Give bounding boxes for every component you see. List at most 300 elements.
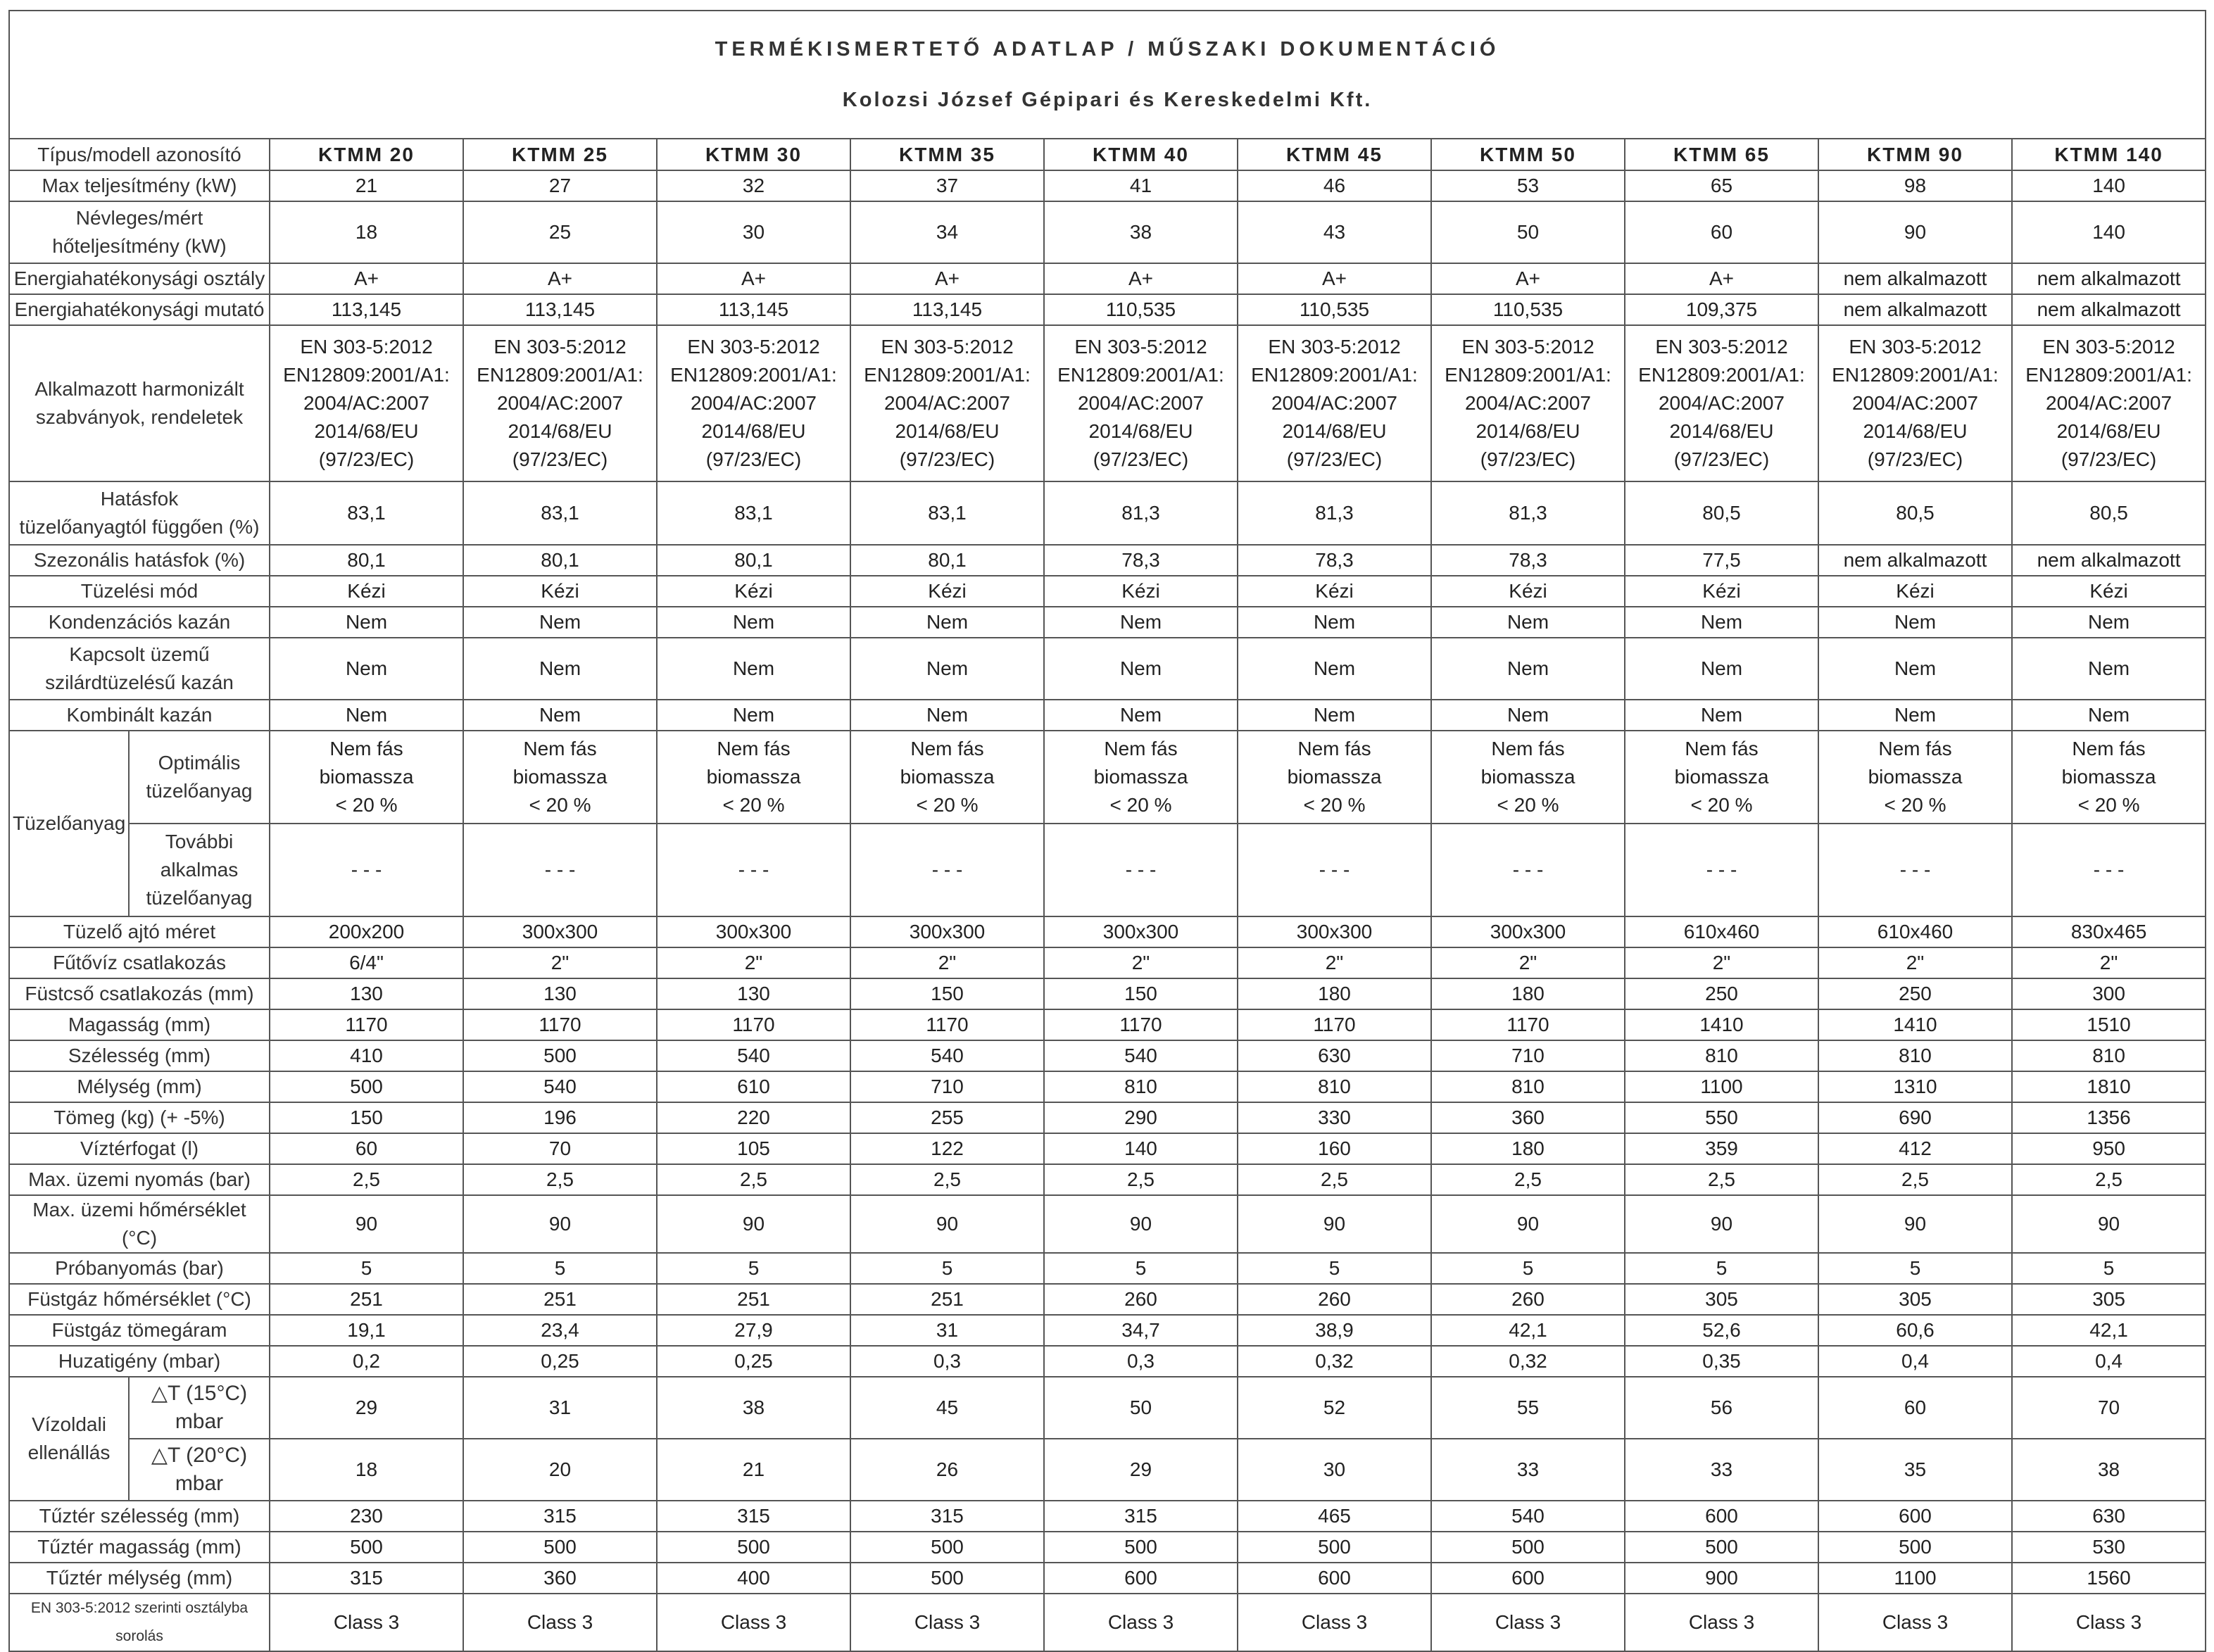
value-cell: 300x300: [463, 916, 657, 947]
value-cell: Class 3: [1625, 1594, 1818, 1651]
value-cell: 412: [1818, 1133, 2012, 1164]
value-cell: Kézi: [1044, 576, 1238, 607]
sub-label: További alkalmas tüzelőanyag: [129, 824, 270, 916]
value-cell: Nem: [1818, 700, 2012, 731]
row-label: Szezonális hatásfok (%): [9, 545, 270, 576]
spec-row: [9, 1071, 2206, 1102]
value-cell: EN 303-5:2012 EN12809:2001/A1: 2004/AC:2007 2014/68/EU (97/23/EC): [1818, 325, 2012, 481]
value-cell: EN 303-5:2012 EN12809:2001/A1: 2004/AC:2007 2014/68/EU (97/23/EC): [1431, 325, 1625, 481]
value-cell: 5: [1625, 1253, 1818, 1284]
value-cell: 52,6: [1625, 1315, 1818, 1346]
value-cell: 0,32: [1431, 1346, 1625, 1377]
value-cell: Nem fás biomassza < 20 %: [1044, 731, 1238, 824]
value-cell: 2,5: [1431, 1164, 1625, 1195]
row-label: Max teljesítmény (kW): [9, 170, 270, 201]
value-cell: Kézi: [270, 576, 463, 607]
value-cell: Nem: [1625, 700, 1818, 731]
value-cell: 0,25: [657, 1346, 850, 1377]
spec-row: [9, 263, 2206, 294]
value-cell: 56: [1625, 1377, 1818, 1439]
value-cell: 5: [270, 1253, 463, 1284]
value-cell: EN 303-5:2012 EN12809:2001/A1: 2004/AC:2007 2014/68/EU (97/23/EC): [1044, 325, 1238, 481]
value-cell: 27,9: [657, 1315, 850, 1346]
row-label: EN 303-5:2012 szerinti osztályba sorolás: [9, 1594, 270, 1651]
value-cell: 90: [2012, 1195, 2206, 1253]
value-cell: Nem: [463, 638, 657, 700]
value-cell: 33: [1625, 1439, 1818, 1501]
model-header: KTMM 35: [850, 139, 1044, 170]
value-cell: 830x465: [2012, 916, 2206, 947]
model-header: KTMM 20: [270, 139, 463, 170]
value-cell: Kézi: [1625, 576, 1818, 607]
title-line-2: Kolozsi József Gépipari és Kereskedelmi Kft.: [842, 89, 1373, 111]
value-cell: 630: [2012, 1501, 2206, 1532]
spec-row: [9, 545, 2206, 576]
value-cell: 60: [1625, 201, 1818, 263]
value-cell: 540: [1431, 1501, 1625, 1532]
value-cell: 305: [1818, 1284, 2012, 1315]
spec-row: [9, 1501, 2206, 1532]
value-cell: 113,145: [657, 294, 850, 325]
value-cell: 1560: [2012, 1563, 2206, 1594]
value-cell: 465: [1238, 1501, 1431, 1532]
spec-row: [9, 1040, 2206, 1071]
value-cell: Nem: [1431, 700, 1625, 731]
value-cell: 78,3: [1044, 545, 1238, 576]
value-cell: 540: [850, 1040, 1044, 1071]
value-cell: 315: [270, 1563, 463, 1594]
model-header: KTMM 140: [2012, 139, 2206, 170]
value-cell: 2": [657, 947, 850, 978]
value-cell: nem alkalmazott: [1818, 263, 2012, 294]
value-cell: A+: [1044, 263, 1238, 294]
value-cell: 0,3: [850, 1346, 1044, 1377]
value-cell: 1170: [270, 1009, 463, 1040]
value-cell: 37: [850, 170, 1044, 201]
spec-row: [9, 1195, 2206, 1253]
value-cell: 330: [1238, 1102, 1431, 1133]
value-cell: 315: [657, 1501, 850, 1532]
row-label: Fűtővíz csatlakozás: [9, 947, 270, 978]
value-cell: 34: [850, 201, 1044, 263]
value-cell: 196: [463, 1102, 657, 1133]
value-cell: 1170: [1238, 1009, 1431, 1040]
value-cell: 810: [1238, 1071, 1431, 1102]
value-cell: 360: [463, 1563, 657, 1594]
value-cell: 300x300: [850, 916, 1044, 947]
value-cell: Nem: [2012, 607, 2206, 638]
value-cell: 70: [2012, 1377, 2206, 1439]
value-cell: 290: [1044, 1102, 1238, 1133]
row-label: Füstcső csatlakozás (mm): [9, 978, 270, 1009]
value-cell: 80,5: [2012, 481, 2206, 545]
row-label: Max. üzemi nyomás (bar): [9, 1164, 270, 1195]
value-cell: 5: [657, 1253, 850, 1284]
row-label: Próbanyomás (bar): [9, 1253, 270, 1284]
spec-table: [8, 10, 2206, 1652]
value-cell: 500: [850, 1532, 1044, 1563]
value-cell: Class 3: [1431, 1594, 1625, 1651]
value-cell: 30: [657, 201, 850, 263]
value-cell: 359: [1625, 1133, 1818, 1164]
value-cell: - - -: [463, 824, 657, 916]
value-cell: EN 303-5:2012 EN12809:2001/A1: 2004/AC:2007 2014/68/EU (97/23/EC): [270, 325, 463, 481]
value-cell: 130: [657, 978, 850, 1009]
value-cell: 540: [463, 1071, 657, 1102]
value-cell: 140: [2012, 170, 2206, 201]
value-cell: 180: [1431, 978, 1625, 1009]
value-cell: Nem: [270, 607, 463, 638]
value-cell: Class 3: [463, 1594, 657, 1651]
row-label: Hatásfok tüzelőanyagtól függően (%): [9, 481, 270, 545]
value-cell: 2,5: [657, 1164, 850, 1195]
value-cell: 78,3: [1238, 545, 1431, 576]
value-cell: 80,5: [1818, 481, 2012, 545]
value-cell: Nem: [270, 638, 463, 700]
value-cell: 80,1: [850, 545, 1044, 576]
value-cell: 1810: [2012, 1071, 2206, 1102]
spec-row: [9, 576, 2206, 607]
row-label: Magasság (mm): [9, 1009, 270, 1040]
value-cell: 550: [1625, 1102, 1818, 1133]
value-cell: 810: [1044, 1071, 1238, 1102]
value-cell: 19,1: [270, 1315, 463, 1346]
value-cell: EN 303-5:2012 EN12809:2001/A1: 2004/AC:2007 2014/68/EU (97/23/EC): [657, 325, 850, 481]
value-cell: 2,5: [1818, 1164, 2012, 1195]
value-cell: 130: [270, 978, 463, 1009]
value-cell: EN 303-5:2012 EN12809:2001/A1: 2004/AC:2007 2014/68/EU (97/23/EC): [463, 325, 657, 481]
value-cell: 90: [1238, 1195, 1431, 1253]
value-cell: - - -: [270, 824, 463, 916]
value-cell: 300x300: [1431, 916, 1625, 947]
value-cell: 2": [1431, 947, 1625, 978]
value-cell: 5: [463, 1253, 657, 1284]
value-cell: A+: [1238, 263, 1431, 294]
value-cell: - - -: [1431, 824, 1625, 916]
value-cell: 55: [1431, 1377, 1625, 1439]
value-cell: 2": [1044, 947, 1238, 978]
value-cell: - - -: [1044, 824, 1238, 916]
value-cell: Nem: [1431, 638, 1625, 700]
value-cell: nem alkalmazott: [1818, 294, 2012, 325]
value-cell: 950: [2012, 1133, 2206, 1164]
spec-row: [9, 325, 2206, 481]
value-cell: 2,5: [1625, 1164, 1818, 1195]
value-cell: 150: [850, 978, 1044, 1009]
value-cell: 0,25: [463, 1346, 657, 1377]
value-cell: 5: [1238, 1253, 1431, 1284]
value-cell: Nem: [463, 607, 657, 638]
value-cell: 300: [2012, 978, 2206, 1009]
value-cell: 6/4": [270, 947, 463, 978]
value-cell: A+: [1625, 263, 1818, 294]
value-cell: 810: [1431, 1071, 1625, 1102]
value-cell: 122: [850, 1133, 1044, 1164]
row-label: Tüzelő ajtó méret: [9, 916, 270, 947]
value-cell: 50: [1431, 201, 1625, 263]
value-cell: 90: [850, 1195, 1044, 1253]
sub-label: △T (20°C) mbar: [129, 1439, 270, 1501]
value-cell: 110,535: [1238, 294, 1431, 325]
model-header: KTMM 30: [657, 139, 850, 170]
value-cell: 1170: [1431, 1009, 1625, 1040]
model-header: KTMM 90: [1818, 139, 2012, 170]
value-cell: 45: [850, 1377, 1044, 1439]
value-cell: 2,5: [270, 1164, 463, 1195]
spec-row: [9, 1315, 2206, 1346]
value-cell: 26: [850, 1439, 1044, 1501]
value-cell: 21: [270, 170, 463, 201]
value-cell: Nem: [1238, 607, 1431, 638]
value-cell: 2": [1818, 947, 2012, 978]
row-label: Tűztér mélység (mm): [9, 1563, 270, 1594]
value-cell: 90: [1625, 1195, 1818, 1253]
value-cell: 710: [1431, 1040, 1625, 1071]
value-cell: 2": [463, 947, 657, 978]
datasheet: [8, 10, 2205, 1652]
value-cell: 600: [1818, 1501, 2012, 1532]
value-cell: 110,535: [1431, 294, 1625, 325]
value-cell: 110,535: [1044, 294, 1238, 325]
value-cell: 34,7: [1044, 1315, 1238, 1346]
value-cell: 30: [1238, 1439, 1431, 1501]
model-header: KTMM 40: [1044, 139, 1238, 170]
row-label: Tűztér szélesség (mm): [9, 1501, 270, 1532]
value-cell: nem alkalmazott: [2012, 294, 2206, 325]
value-cell: 150: [270, 1102, 463, 1133]
value-cell: Nem fás biomassza < 20 %: [1431, 731, 1625, 824]
value-cell: 251: [657, 1284, 850, 1315]
value-cell: Kézi: [1238, 576, 1431, 607]
value-cell: 81,3: [1431, 481, 1625, 545]
sub-label: △T (15°C) mbar: [129, 1377, 270, 1439]
value-cell: 29: [1044, 1439, 1238, 1501]
value-cell: 530: [2012, 1532, 2206, 1563]
value-cell: 80,1: [463, 545, 657, 576]
value-cell: 90: [1818, 201, 2012, 263]
value-cell: 130: [463, 978, 657, 1009]
value-cell: 90: [657, 1195, 850, 1253]
value-cell: 80,1: [270, 545, 463, 576]
value-cell: - - -: [657, 824, 850, 916]
value-cell: Nem: [1044, 607, 1238, 638]
value-cell: Class 3: [1818, 1594, 2012, 1651]
value-cell: 0,4: [1818, 1346, 2012, 1377]
value-cell: 78,3: [1431, 545, 1625, 576]
value-cell: 60,6: [1818, 1315, 2012, 1346]
value-cell: Nem: [463, 700, 657, 731]
value-cell: 38: [657, 1377, 850, 1439]
value-cell: A+: [1431, 263, 1625, 294]
row-label: Névleges/mért hőteljesítmény (kW): [9, 201, 270, 263]
value-cell: 81,3: [1044, 481, 1238, 545]
spec-row: [9, 1346, 2206, 1377]
value-cell: 500: [1818, 1532, 2012, 1563]
model-header: KTMM 50: [1431, 139, 1625, 170]
value-cell: 38: [1044, 201, 1238, 263]
value-cell: 255: [850, 1102, 1044, 1133]
spec-row: [9, 638, 2206, 700]
value-cell: 31: [850, 1315, 1044, 1346]
value-cell: 1410: [1818, 1009, 2012, 1040]
spec-row: [9, 201, 2206, 263]
value-cell: 315: [463, 1501, 657, 1532]
value-cell: - - -: [2012, 824, 2206, 916]
value-cell: - - -: [1238, 824, 1431, 916]
value-cell: A+: [463, 263, 657, 294]
spec-row: [9, 1439, 2206, 1501]
value-cell: 50: [1044, 1377, 1238, 1439]
value-cell: EN 303-5:2012 EN12809:2001/A1: 2004/AC:2007 2014/68/EU (97/23/EC): [2012, 325, 2206, 481]
value-cell: 38: [2012, 1439, 2206, 1501]
value-cell: Nem: [1238, 638, 1431, 700]
value-cell: 140: [1044, 1133, 1238, 1164]
row-label: Víztérfogat (l): [9, 1133, 270, 1164]
value-cell: 52: [1238, 1377, 1431, 1439]
value-cell: 90: [270, 1195, 463, 1253]
value-cell: 90: [463, 1195, 657, 1253]
spec-row: [9, 1594, 2206, 1651]
spec-row: [9, 1133, 2206, 1164]
document-title: [9, 11, 2206, 139]
value-cell: 260: [1431, 1284, 1625, 1315]
spec-row: [9, 700, 2206, 731]
value-cell: Nem fás biomassza < 20 %: [850, 731, 1044, 824]
row-label: Energiahatékonysági osztály: [9, 263, 270, 294]
value-cell: 33: [1431, 1439, 1625, 1501]
value-cell: 500: [270, 1071, 463, 1102]
value-cell: Nem fás biomassza < 20 %: [2012, 731, 2206, 824]
spec-row: [9, 1284, 2206, 1315]
value-cell: 230: [270, 1501, 463, 1532]
value-cell: A+: [657, 263, 850, 294]
row-label: Tömeg (kg) (+ -5%): [9, 1102, 270, 1133]
value-cell: 500: [1431, 1532, 1625, 1563]
value-cell: Nem fás biomassza < 20 %: [1238, 731, 1431, 824]
value-cell: 23,4: [463, 1315, 657, 1346]
value-cell: 500: [463, 1532, 657, 1563]
value-cell: 300x300: [1044, 916, 1238, 947]
value-cell: 1356: [2012, 1102, 2206, 1133]
value-cell: Nem: [1818, 638, 2012, 700]
spec-row: [9, 1377, 2206, 1439]
value-cell: 160: [1238, 1133, 1431, 1164]
value-cell: 81,3: [1238, 481, 1431, 545]
value-cell: Nem: [270, 700, 463, 731]
value-cell: EN 303-5:2012 EN12809:2001/A1: 2004/AC:2007 2014/68/EU (97/23/EC): [1238, 325, 1431, 481]
value-cell: 0,35: [1625, 1346, 1818, 1377]
value-cell: 250: [1625, 978, 1818, 1009]
spec-row: [9, 731, 2206, 824]
value-cell: 600: [1044, 1563, 1238, 1594]
value-cell: 5: [850, 1253, 1044, 1284]
value-cell: 32: [657, 170, 850, 201]
value-cell: 25: [463, 201, 657, 263]
value-cell: 2": [1625, 947, 1818, 978]
value-cell: Nem: [1625, 638, 1818, 700]
value-cell: 180: [1431, 1133, 1625, 1164]
spec-row: [9, 170, 2206, 201]
spec-row: [9, 1009, 2206, 1040]
value-cell: 305: [2012, 1284, 2206, 1315]
row-label: Tüzelési mód: [9, 576, 270, 607]
value-cell: 810: [1625, 1040, 1818, 1071]
value-cell: Nem: [657, 700, 850, 731]
value-cell: 630: [1238, 1040, 1431, 1071]
value-cell: Kézi: [463, 576, 657, 607]
value-cell: Nem: [1625, 607, 1818, 638]
spec-row: [9, 1164, 2206, 1195]
title-line-1: TERMÉKISMERTETŐ ADATLAP / MŰSZAKI DOKUMENTÁCIÓ: [715, 38, 1500, 61]
value-cell: 600: [1238, 1563, 1431, 1594]
value-cell: 220: [657, 1102, 850, 1133]
model-header: KTMM 25: [463, 139, 657, 170]
value-cell: 600: [1625, 1501, 1818, 1532]
row-label: Max. üzemi hőmérséklet (°C): [9, 1195, 270, 1253]
value-cell: 113,145: [850, 294, 1044, 325]
value-cell: EN 303-5:2012 EN12809:2001/A1: 2004/AC:2007 2014/68/EU (97/23/EC): [1625, 325, 1818, 481]
value-cell: 251: [270, 1284, 463, 1315]
row-label: Kapcsolt üzemű szilárdtüzelésű kazán: [9, 638, 270, 700]
value-cell: nem alkalmazott: [1818, 545, 2012, 576]
value-cell: 140: [2012, 201, 2206, 263]
sub-label: Optimális tüzelőanyag: [129, 731, 270, 824]
value-cell: 1170: [463, 1009, 657, 1040]
value-cell: Nem fás biomassza < 20 %: [463, 731, 657, 824]
value-cell: 540: [657, 1040, 850, 1071]
row-label: Kombinált kazán: [9, 700, 270, 731]
models-row: [9, 139, 2206, 170]
group-label: Vízoldali ellenállás: [9, 1377, 129, 1501]
value-cell: 0,3: [1044, 1346, 1238, 1377]
model-header: KTMM 65: [1625, 139, 1818, 170]
value-cell: 18: [270, 1439, 463, 1501]
value-cell: 2,5: [1238, 1164, 1431, 1195]
value-cell: Kézi: [2012, 576, 2206, 607]
value-cell: 109,375: [1625, 294, 1818, 325]
value-cell: 150: [1044, 978, 1238, 1009]
value-cell: 2,5: [1044, 1164, 1238, 1195]
value-cell: Kézi: [1431, 576, 1625, 607]
row-label: Típus/modell azonosító: [9, 139, 270, 170]
value-cell: 500: [657, 1532, 850, 1563]
value-cell: 98: [1818, 170, 2012, 201]
value-cell: 2,5: [850, 1164, 1044, 1195]
value-cell: 0,4: [2012, 1346, 2206, 1377]
value-cell: 315: [1044, 1501, 1238, 1532]
value-cell: 0,32: [1238, 1346, 1431, 1377]
value-cell: 21: [657, 1439, 850, 1501]
value-cell: 38,9: [1238, 1315, 1431, 1346]
value-cell: 41: [1044, 170, 1238, 201]
value-cell: 83,1: [657, 481, 850, 545]
value-cell: Class 3: [1238, 1594, 1431, 1651]
value-cell: 5: [1431, 1253, 1625, 1284]
value-cell: Nem fás biomassza < 20 %: [1625, 731, 1818, 824]
value-cell: 360: [1431, 1102, 1625, 1133]
value-cell: A+: [850, 263, 1044, 294]
value-cell: 65: [1625, 170, 1818, 201]
value-cell: 1170: [1044, 1009, 1238, 1040]
value-cell: nem alkalmazott: [2012, 545, 2206, 576]
spec-row: [9, 978, 2206, 1009]
value-cell: Nem: [2012, 700, 2206, 731]
value-cell: Nem: [850, 700, 1044, 731]
value-cell: Nem: [1818, 607, 2012, 638]
value-cell: Nem fás biomassza < 20 %: [270, 731, 463, 824]
value-cell: 500: [850, 1563, 1044, 1594]
value-cell: 5: [1044, 1253, 1238, 1284]
